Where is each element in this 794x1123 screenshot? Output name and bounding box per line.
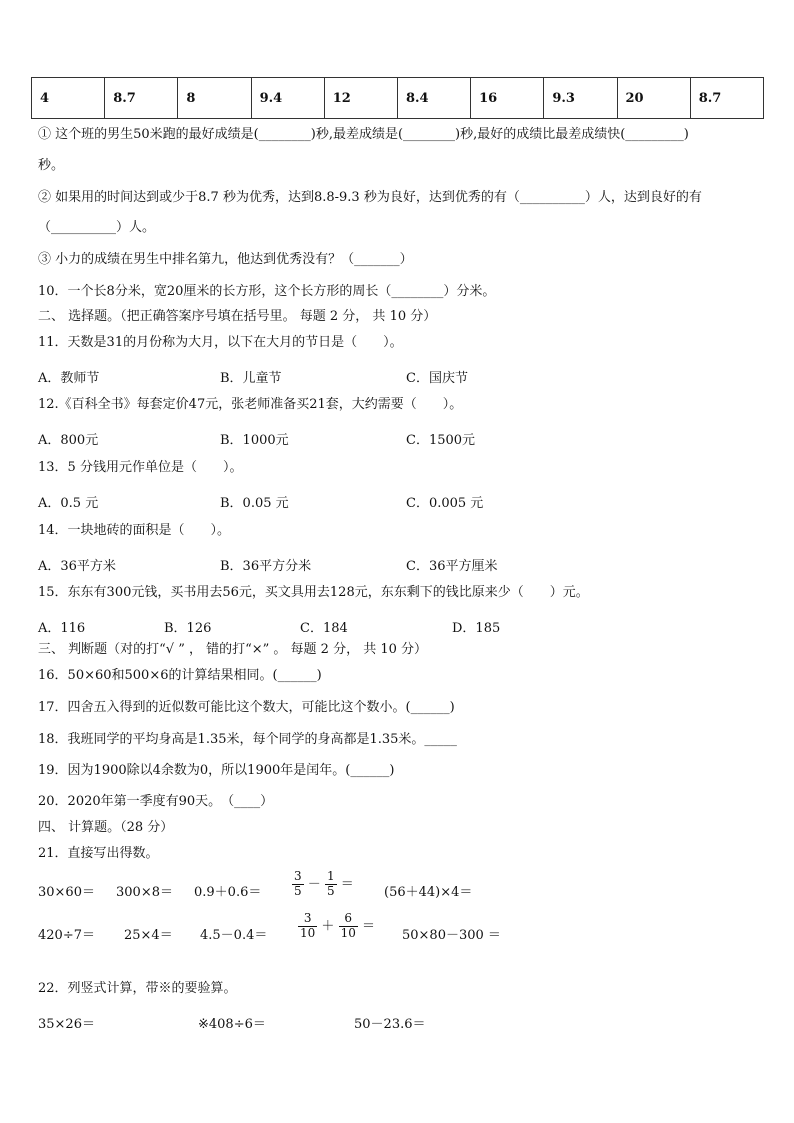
option-c: C．36平方厘米 [406, 559, 498, 574]
section-3-heading: 三、 判断题（对的打“√ ” ， 错的打“×” 。 每题 2 分， 共 10 分） [38, 642, 428, 657]
calc-item: 50－23.6＝ [354, 1017, 426, 1032]
question-17: 17．四舍五入得到的近似数可能比这个数大，可能比这个数小。(______) [38, 700, 455, 715]
option-d: D．185 [452, 621, 501, 636]
calc-row-2 [38, 911, 501, 950]
table-cell: 8.7 [690, 78, 763, 119]
question-19: 19．因为1900除以4余数为0，所以1900年是闰年。(______) [38, 763, 395, 778]
calc-row-3 [38, 1013, 458, 1031]
question-21: 21．直接写出得数。 [38, 846, 159, 861]
calc-item: 420÷7＝ [38, 928, 95, 943]
option-b: B．儿童节 [220, 371, 282, 386]
question-9-2-line1: ② 如果用的时间达到或少于8.7 秒为优秀，达到8.8-9.3 秒为良好，达到优秀的有（__________）人，达到良好的有 [38, 190, 702, 205]
question-9-3: ③ 小力的成绩在男生中排名第九，他达到优秀没有？（_______） [38, 252, 413, 267]
question-10: 10．一个长8分米，宽20厘米的长方形，这个长方形的周长（________）分米。 [38, 284, 496, 299]
option-a: A．0.5 元 [38, 496, 99, 511]
question-20: 20．2020年第一季度有90天。 （____） [38, 794, 274, 809]
option-b: B．1000元 [220, 433, 289, 448]
calc-item: 30×60＝ [38, 885, 95, 900]
option-c: C．0.005 元 [406, 496, 484, 511]
equals: ＝ [340, 876, 354, 892]
fraction: $\frac{6}{10}$ [340, 911, 356, 940]
calc-item: 300×8＝ [116, 885, 173, 900]
calc-item: 50×80－300 ＝ [402, 928, 501, 943]
question-16: 16．50×60和500×6的计算结果相同。(______) [38, 668, 322, 683]
table-row [32, 78, 764, 119]
fraction-expression [298, 912, 375, 941]
option-c: C．184 [300, 621, 348, 636]
table-cell: 12 [324, 78, 397, 119]
table-cell: 8.4 [397, 78, 470, 119]
question-9-1-line1: ① 这个班的男生50米跑的最好成绩是(________)秒,最差成绩是(________)秒,最好的成绩比最差成绩快(_________) [38, 127, 689, 142]
question-18: 18．我班同学的平均身高是1.35米，每个同学的身高都是1.35米。_____ [38, 732, 457, 747]
question-9-1-line2: 秒。 [38, 158, 65, 173]
calc-row-1 [38, 870, 498, 906]
option-b: B．126 [164, 621, 212, 636]
operator: － [307, 876, 321, 892]
question-15: 15．东东有300元钱，买书用去56元，买文具用去128元，东东剩下的钱比原来少（ ）元。 [38, 585, 589, 600]
fraction: $\frac{3}{10}$ [300, 911, 316, 940]
fraction-expression [292, 870, 354, 899]
section-2-heading: 二、 选择题。（把正确答案序号填在括号里。 每题 2 分， 共 10 分） [38, 309, 437, 324]
calc-item: 35×26＝ [38, 1017, 95, 1032]
table-cell: 16 [471, 78, 544, 119]
question-22: 22．列竖式计算，带※的要验算。 [38, 981, 237, 996]
option-b: B．0.05 元 [220, 496, 289, 511]
table-cell: 9.4 [251, 78, 324, 119]
option-a: A．36平方米 [38, 559, 116, 574]
option-a: A．116 [38, 621, 86, 636]
operator: ＋ [321, 918, 335, 934]
equals: ＝ [362, 918, 376, 934]
option-c: C．1500元 [406, 433, 476, 448]
option-c: C．国庆节 [406, 371, 468, 386]
table-cell: 8.7 [105, 78, 178, 119]
question-11: 11．天数是31的月份称为大月，以下在大月的节日是（ ）。 [38, 335, 403, 350]
fraction: $\frac{3}{5}$ [294, 869, 302, 898]
option-a: A．800元 [38, 433, 99, 448]
option-a: A．教师节 [38, 371, 100, 386]
fraction: $\frac{1}{5}$ [326, 869, 335, 898]
question-12: 12.《百科全书》每套定价47元，张老师准备买21套，大约需要（ ）。 [38, 397, 463, 412]
table-cell: 4 [32, 78, 105, 119]
option-b: B．36平方分米 [220, 559, 312, 574]
table-cell: 9.3 [544, 78, 617, 119]
table-cell: 20 [617, 78, 690, 119]
section-4-heading: 四、 计算题。（28 分） [38, 820, 174, 835]
calc-item: 25×4＝ [124, 928, 173, 943]
calc-item: (56＋44)×4＝ [384, 885, 473, 900]
question-13: 13．5 分钱用元作单位是（ ）。 [38, 460, 243, 475]
calc-item: ※408÷6＝ [198, 1017, 266, 1032]
question-9-2-line2: （__________）人。 [38, 220, 156, 235]
calc-item: 0.9＋0.6＝ [194, 885, 262, 900]
question-14: 14．一块地砖的面积是（ ）。 [38, 523, 231, 538]
score-table [31, 77, 764, 119]
calc-item: 4.5－0.4＝ [200, 928, 268, 943]
table-cell: 8 [178, 78, 251, 119]
